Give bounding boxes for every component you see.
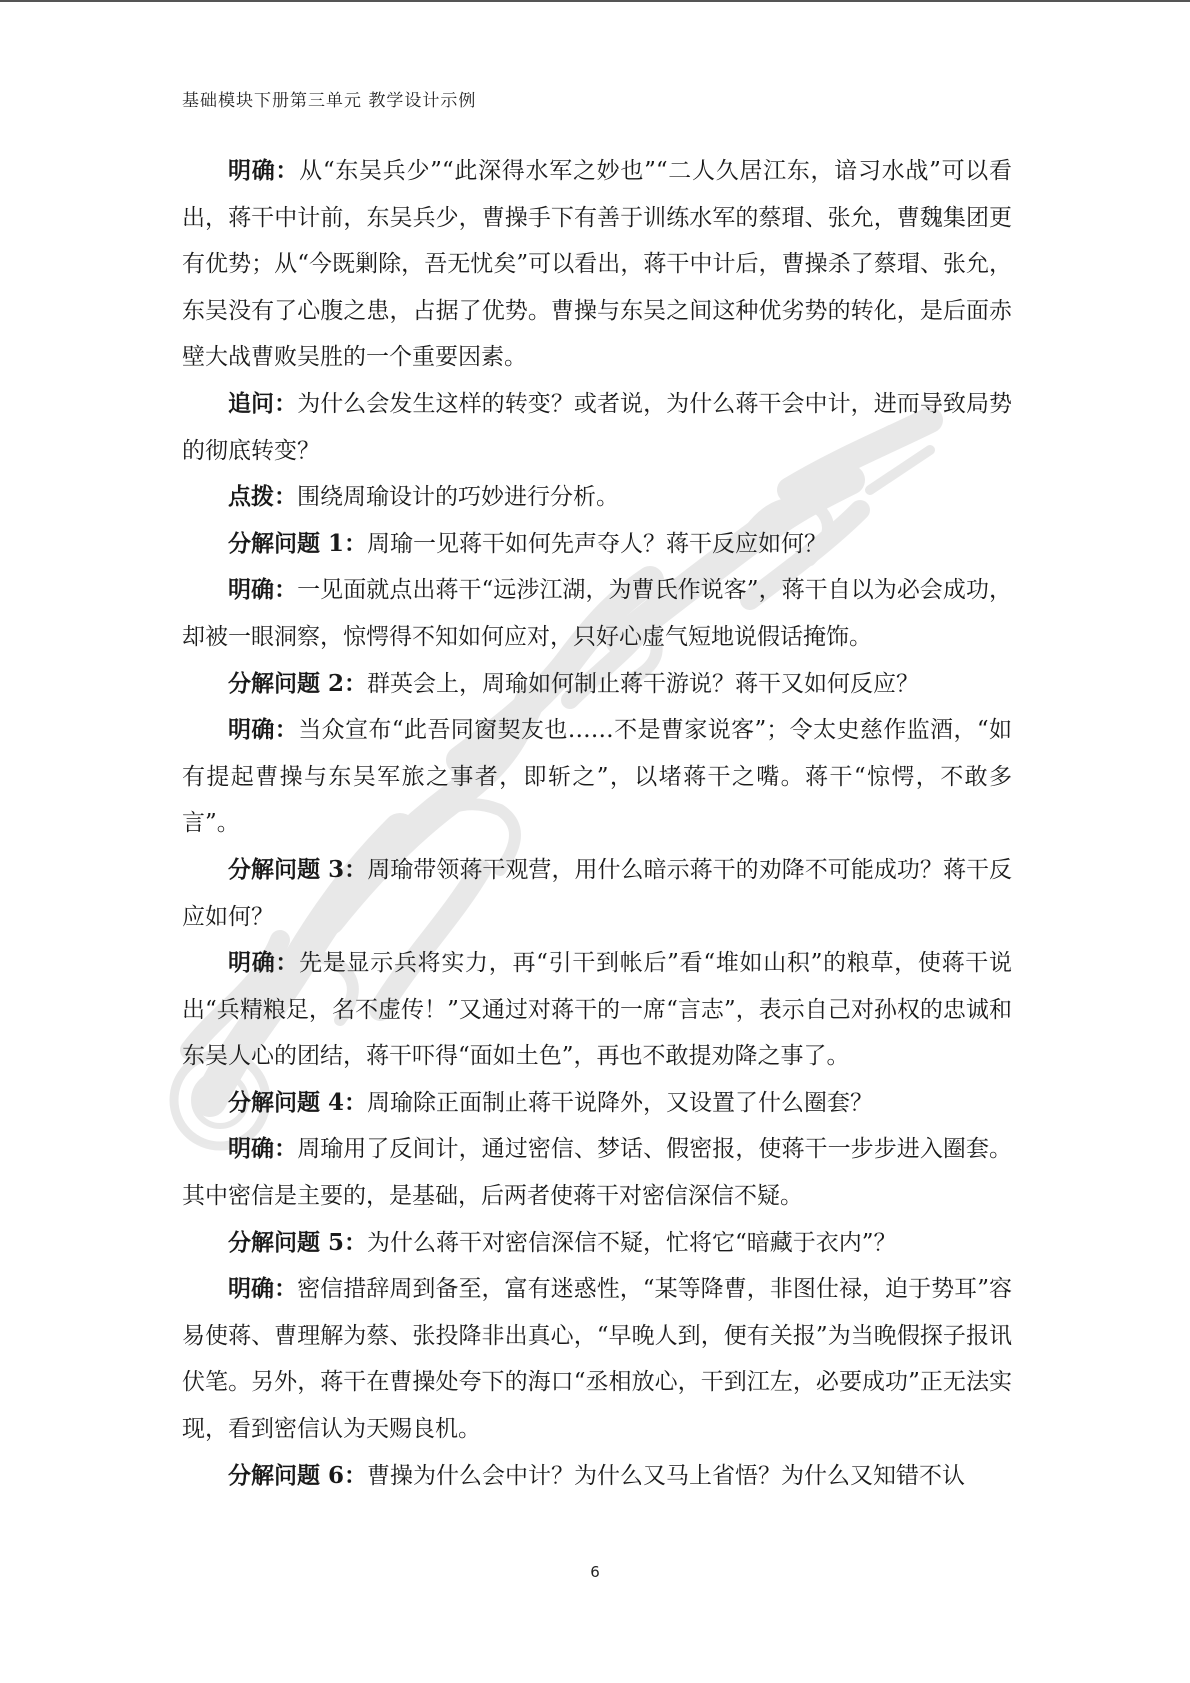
paragraph-13	[182, 1266, 1012, 1452]
paragraph-label: 分解问题 1：	[228, 529, 368, 557]
paragraph-4	[182, 521, 1012, 568]
paragraph-text: 先是显示兵将实力，再“引干到帐后”看“堆如山积”的粮草，使蒋干说出“兵精粮足，名不虚传！”又通过对蒋干的一席“言志”，表示自己对孙权的忠诚和东吴人心的团结，蒋干吓得“面如土色”，再也不敢提劝降之事了。	[182, 950, 1012, 1070]
paragraph-text: 围绕周瑜设计的巧妙进行分析。	[297, 484, 619, 511]
document-body	[182, 148, 1012, 1499]
paragraph-text: 为什么蒋干对密信深信不疑，忙将它“暗藏于衣内”？	[367, 1229, 897, 1256]
paragraph-label: 点拨：	[228, 483, 297, 511]
paragraph-text: 从“东吴兵少”“此深得水军之妙也”“二人久居江东，谙习水战”可以看出，蒋干中计前，东吴兵少，曹操手下有善于训练水军的蔡瑁、张允，曹魏集团更有优势；从“今既剿除，吾无忧矣”可以看出，蒋干中计后，曹操杀了蔡瑁、张允，东吴没有了心腹之患，占据了优势。曹操与东吴之间这种优劣势的转化，是后面赤壁大战曹败吴胜的一个重要因素。	[182, 158, 1012, 371]
paragraph-text: 当众宣布“此吾同窗契友也……不是曹家说客”；令太史慈作监酒，“如有提起曹操与东吴军旅之事者，即斩之”，以堵蒋干之嘴。蒋干“惊愕，不敢多言”。	[182, 717, 1013, 837]
paragraph-5	[182, 567, 1012, 660]
page-number: 6	[590, 1563, 600, 1581]
paragraph-9	[182, 940, 1012, 1080]
paragraph-label: 分解问题 6：	[228, 1461, 368, 1489]
paragraph-text: 周瑜带领蒋干观营，用什么暗示蒋干的劝降不可能成功？蒋干反应如何？	[182, 856, 1013, 930]
paragraph-label: 分解问题 5：	[228, 1228, 368, 1256]
paragraph-11	[182, 1126, 1012, 1219]
paragraph-text: 曹操为什么会中计？为什么又马上省悟？为什么又知错不认	[367, 1462, 966, 1489]
paragraph-text: 周瑜一见蒋干如何先声夺人？蒋干反应如何？	[367, 530, 828, 557]
paragraph-6	[182, 661, 1012, 708]
paragraph-label: 追问：	[228, 389, 298, 417]
paragraph-text: 群英会上，周瑜如何制止蒋干游说？蒋干又如何反应？	[367, 670, 920, 697]
paragraph-12	[182, 1220, 1012, 1267]
paragraph-text: 密信措辞周到备至，富有迷惑性，“某等降曹，非图仕禄，迫于势耳”容易使蒋、曹理解为蔡、张投降非出真心，“早晚人到，便有关报”为当晚假探子报讯伏笔。另外，蒋干在曹操处夸下的海口“丞相放心，干到江左，必要成功”正无法实现，看到密信认为天赐良机。	[182, 1276, 1012, 1443]
paragraph-label: 明确：	[228, 716, 299, 744]
paragraph-label: 明确：	[228, 157, 300, 184]
paragraph-3	[182, 474, 1012, 521]
paragraph-text: 周瑜除正面制止蒋干说降外，又设置了什么圈套？	[367, 1089, 874, 1116]
paragraph-text: 周瑜用了反间计，通过密信、梦话、假密报，使蒋干一步步进入圈套。其中密信是主要的，是基础，后两者使蒋干对密信深信不疑。	[182, 1136, 1013, 1210]
paragraph-7	[182, 707, 1012, 847]
paragraph-label: 分解问题 4：	[228, 1088, 368, 1116]
running-header: 基础模块下册第三单元 教学设计示例	[182, 91, 477, 111]
paragraph-text: 为什么会发生这样的转变？或者说，为什么蒋干会中计，进而导致局势的彻底转变？	[182, 390, 1013, 464]
paragraph-2	[182, 381, 1012, 474]
paragraph-label: 明确：	[228, 1135, 298, 1163]
paragraph-14	[182, 1453, 1012, 1500]
paragraph-label: 分解问题 2：	[228, 669, 368, 697]
paragraph-label: 分解问题 3：	[228, 855, 368, 883]
paragraph-label: 明确：	[228, 576, 298, 604]
paragraph-1	[182, 148, 1012, 381]
paragraph-label: 明确：	[228, 949, 300, 977]
paragraph-10	[182, 1080, 1012, 1127]
paragraph-text: 一见面就点出蒋干“远涉江湖，为曹氏作说客”，蒋干自以为必会成功，却被一眼洞察，惊愕得不知如何应对，只好心虚气短地说假话掩饰。	[182, 577, 1012, 650]
paragraph-8	[182, 847, 1012, 940]
paragraph-label: 明确：	[228, 1275, 298, 1303]
page-top-border	[0, 0, 1190, 2]
